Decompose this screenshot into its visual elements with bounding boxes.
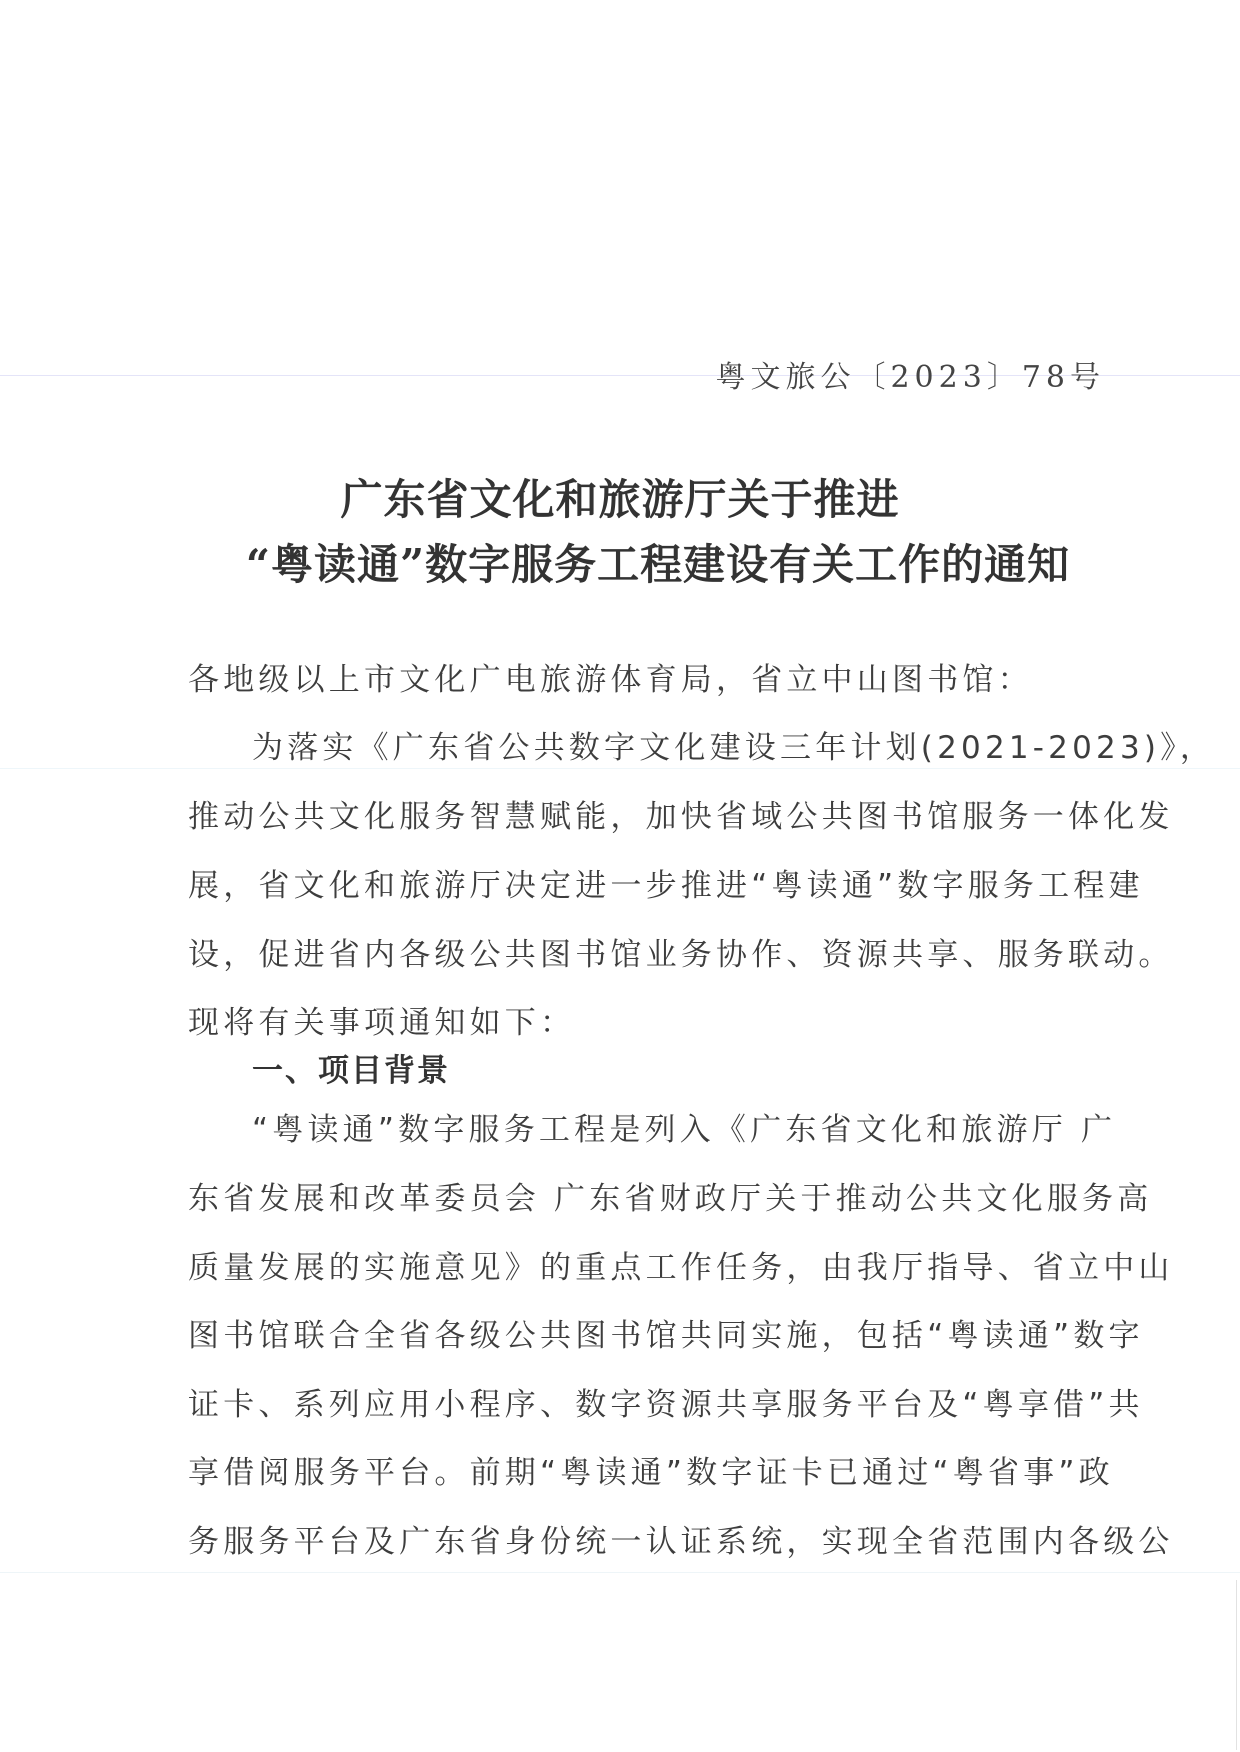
- document-number: 粤文旅公〔2023〕78号: [715, 360, 1105, 395]
- section-line: 图书馆联合全省各级公共图书馆共同实施，包括“粤读通”数字: [188, 1318, 1144, 1354]
- section-line: 质量发展的实施意见》的重点工作任务，由我厅指导、省立中山: [188, 1250, 1174, 1286]
- section-line: “粤读通”数字服务工程是列入《广东省文化和旅游厅 广: [252, 1112, 1117, 1148]
- section-line: 证卡、系列应用小程序、数字资源共享服务平台及“粤享借”共: [188, 1387, 1144, 1423]
- intro-line: 展，省文化和旅游厅决定进一步推进“粤读通”数字服务工程建: [188, 868, 1144, 904]
- section-line: 享借阅服务平台。前期“粤读通”数字证卡已通过“粤省事”政: [188, 1455, 1114, 1491]
- section-line: 务服务平台及广东省身份统一认证系统，实现全省范围内各级公: [188, 1524, 1174, 1560]
- scan-artifact-line: [0, 1572, 1240, 1573]
- intro-line: 推动公共文化服务智慧赋能，加快省域公共图书馆服务一体化发: [188, 799, 1174, 835]
- scan-edge: [1236, 1580, 1237, 1750]
- intro-line: 现将有关事项通知如下：: [188, 1005, 576, 1041]
- section-heading: 一、项目背景: [252, 1053, 450, 1089]
- scan-artifact-line: [0, 768, 1240, 769]
- intro-line: 设，促进省内各级公共图书馆业务协作、资源共享、服务联动。: [188, 937, 1174, 973]
- document-title-line-1: 广东省文化和旅游厅关于推进: [340, 475, 900, 524]
- intro-line: 为落实《广东省公共数字文化建设三年计划(2021-2023)》，: [252, 730, 1216, 766]
- salutation: 各地级以上市文化广电旅游体育局，省立中山图书馆：: [188, 662, 1033, 698]
- section-line: 东省发展和改革委员会 广东省财政厅关于推动公共文化服务高: [188, 1181, 1153, 1217]
- document-title-line-2: “粤读通”数字服务工程建设有关工作的通知: [245, 540, 1071, 589]
